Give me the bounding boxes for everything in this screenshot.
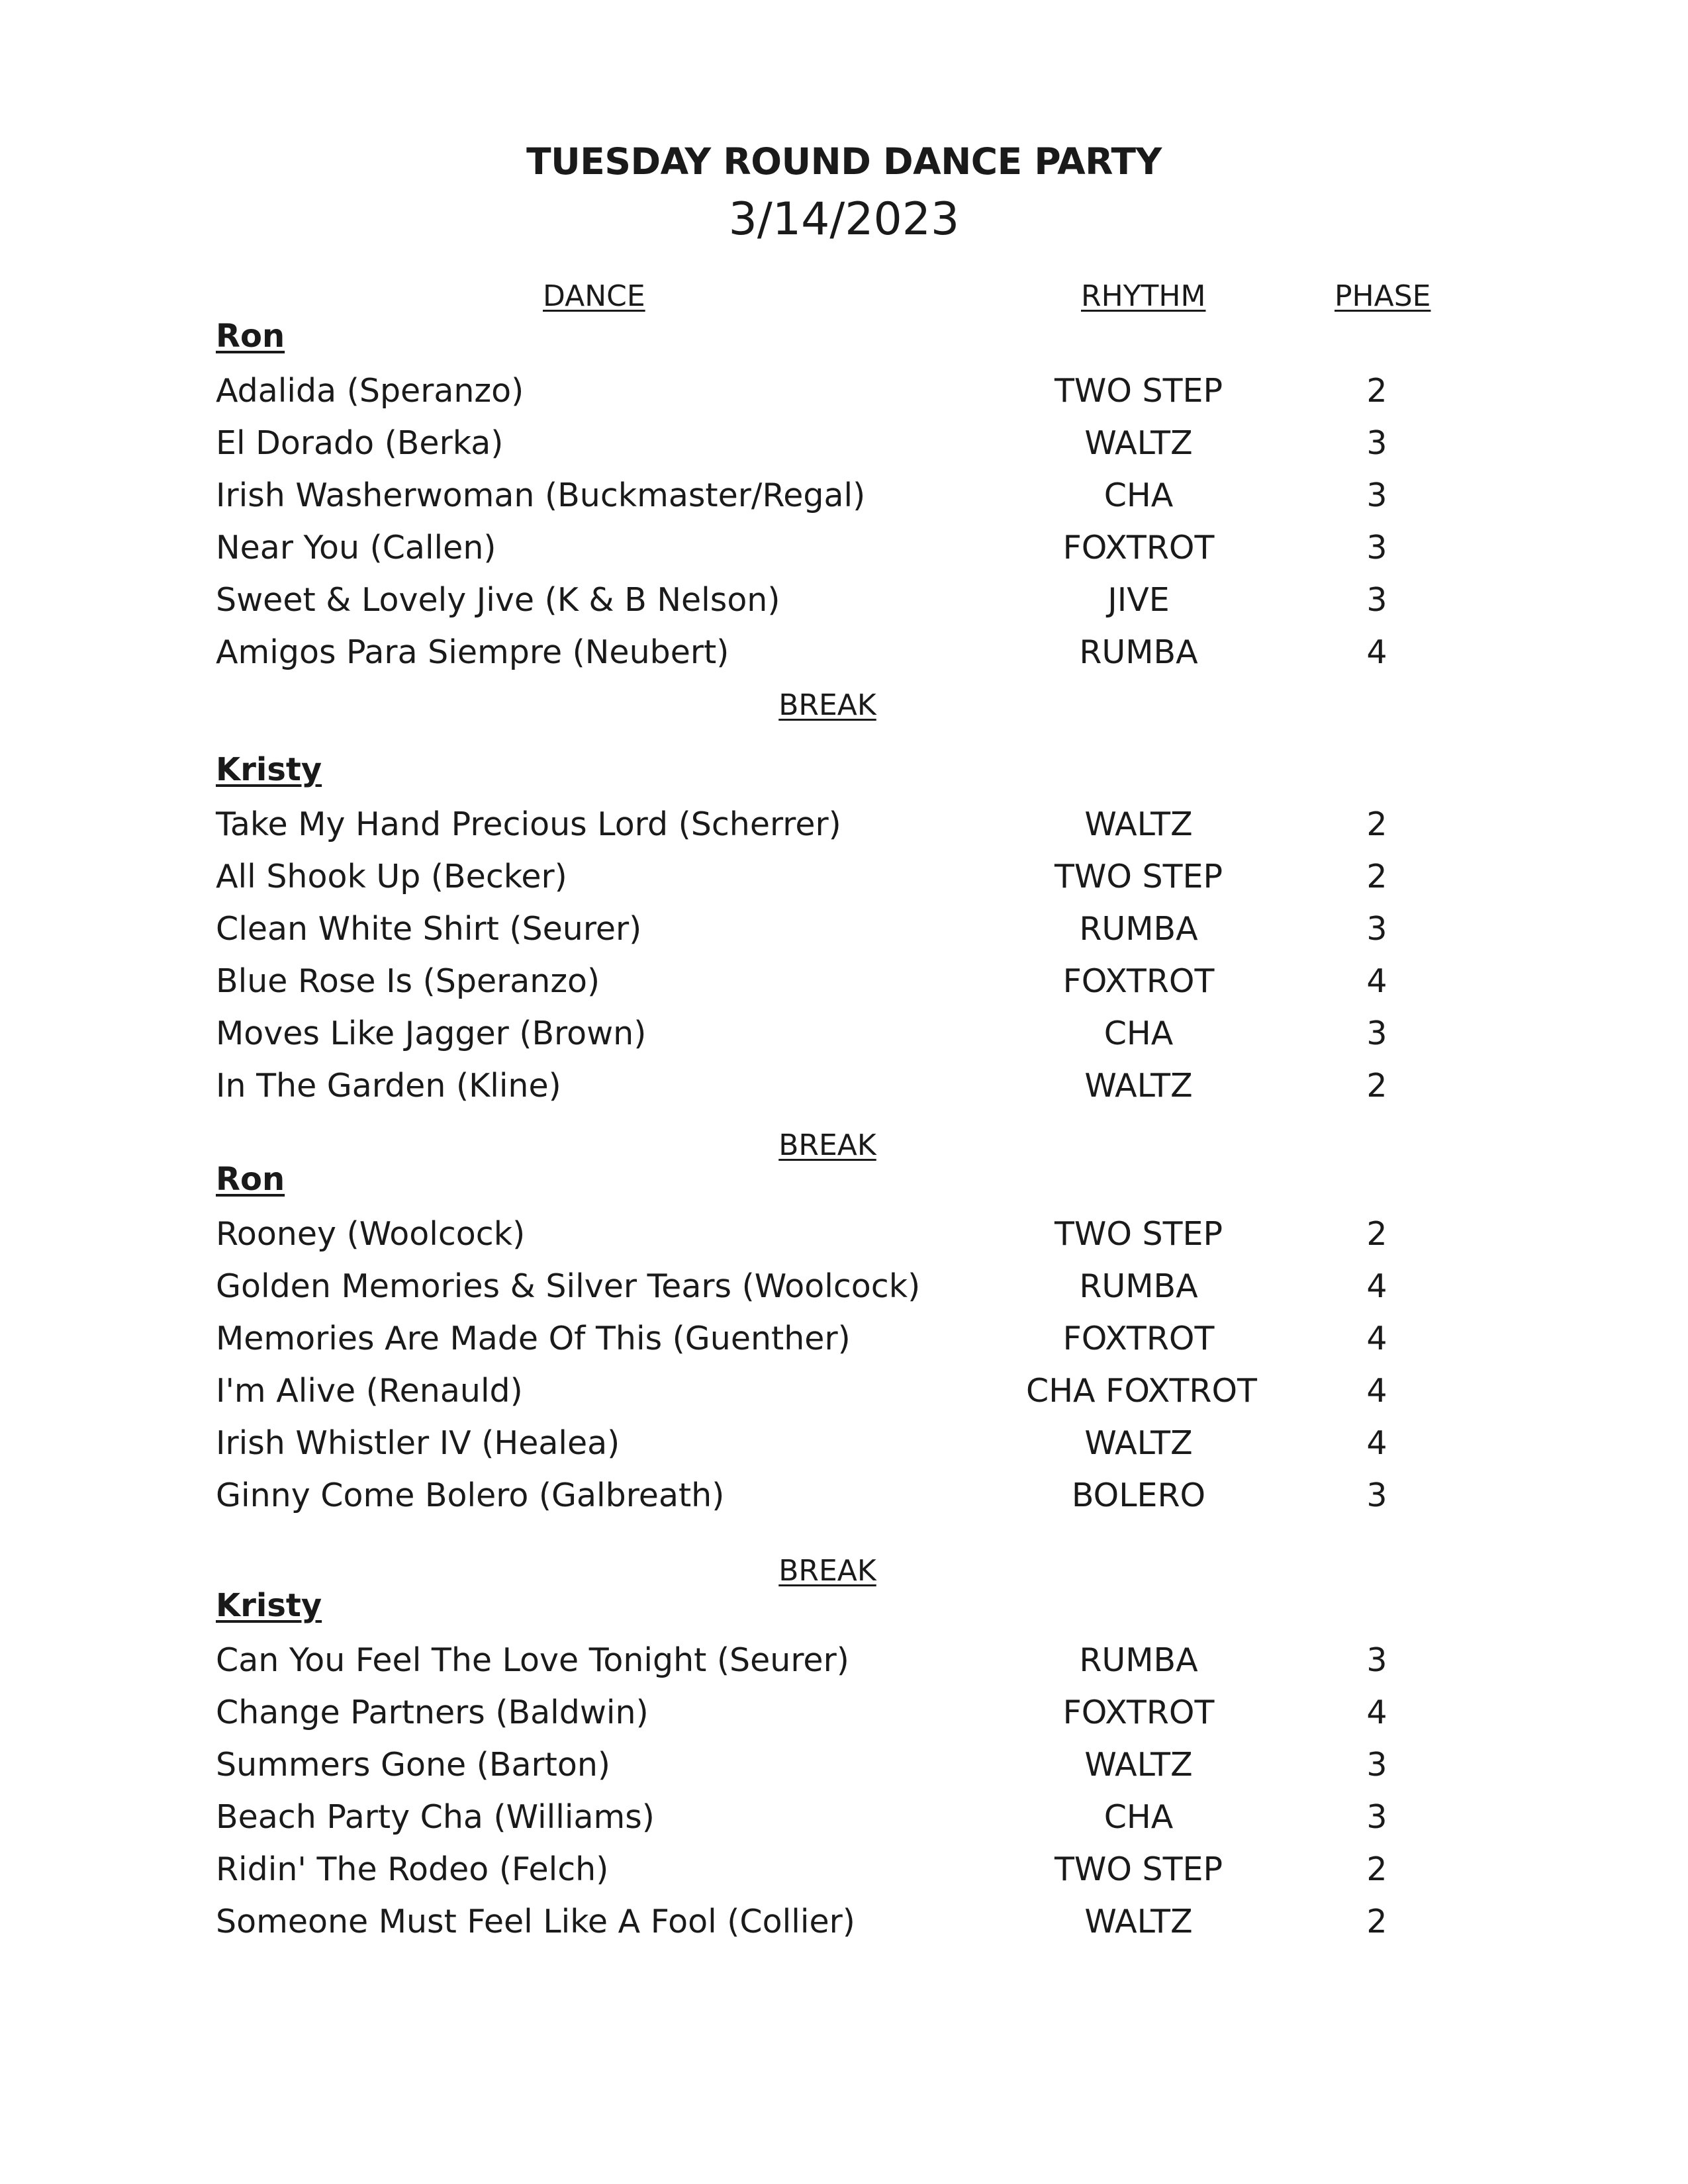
dance-phase: 3: [1366, 910, 1387, 948]
dance-name: Change Partners (Baldwin): [216, 1694, 649, 1731]
dance-rhythm: WALTZ: [1084, 1067, 1193, 1105]
dance-name: Can You Feel The Love Tonight (Seurer): [216, 1641, 849, 1679]
dance-name: Moves Like Jagger (Brown): [216, 1015, 647, 1052]
dance-phase: 2: [1366, 372, 1387, 410]
dance-rhythm: RUMBA: [1079, 1267, 1198, 1305]
dance-name: Amigos Para Siempre (Neubert): [216, 633, 729, 671]
set-host-label: Kristy: [216, 1587, 322, 1624]
column-header-dance: DANCE: [543, 279, 645, 313]
dance-row: [0, 581, 1688, 627]
dance-rhythm: TWO STEP: [1054, 372, 1223, 410]
dance-rhythm: WALTZ: [1084, 1903, 1193, 1940]
break-label: BREAK: [778, 1128, 876, 1162]
dance-rhythm: CHA: [1103, 1798, 1174, 1836]
dance-name: Rooney (Woolcock): [216, 1215, 526, 1253]
dance-row: [0, 1641, 1688, 1688]
break-label: BREAK: [778, 688, 876, 722]
dance-name: Someone Must Feel Like A Fool (Collier): [216, 1903, 855, 1940]
dance-row: [0, 1798, 1688, 1844]
dance-name: In The Garden (Kline): [216, 1067, 561, 1105]
dance-rhythm: WALTZ: [1084, 1424, 1193, 1462]
dance-name: I'm Alive (Renauld): [216, 1372, 523, 1410]
dance-name: Memories Are Made Of This (Guenther): [216, 1320, 851, 1357]
dance-rhythm: TWO STEP: [1054, 1850, 1223, 1888]
dance-name: Blue Rose Is (Speranzo): [216, 962, 600, 1000]
dance-name: Take My Hand Precious Lord (Scherrer): [216, 805, 841, 843]
set-host-label: Kristy: [216, 751, 322, 788]
column-header-rhythm: RHYTHM: [1081, 279, 1206, 313]
dance-rhythm: FOXTROT: [1062, 1320, 1215, 1357]
dance-row: [0, 1320, 1688, 1366]
dance-rhythm: CHA: [1103, 477, 1174, 514]
dance-row: [0, 962, 1688, 1009]
dance-phase: 3: [1366, 1015, 1387, 1052]
dance-name: Near You (Callen): [216, 529, 496, 567]
dance-row: [0, 1903, 1688, 1949]
dance-row: [0, 805, 1688, 852]
dance-phase: 4: [1366, 633, 1387, 671]
dance-phase: 3: [1366, 1798, 1387, 1836]
set-host-label: Ron: [216, 1161, 285, 1198]
set-host-label: Ron: [216, 318, 285, 355]
dance-rhythm: TWO STEP: [1054, 1215, 1223, 1253]
dance-name: Irish Whistler IV (Healea): [216, 1424, 620, 1462]
dance-rhythm: RUMBA: [1079, 910, 1198, 948]
dance-row: [0, 1477, 1688, 1523]
dance-rhythm: FOXTROT: [1062, 1694, 1215, 1731]
dance-rhythm: BOLERO: [1071, 1477, 1206, 1514]
dance-phase: 4: [1366, 1424, 1387, 1462]
dance-row: [0, 858, 1688, 904]
dance-rhythm: RUMBA: [1079, 633, 1198, 671]
dance-name: Clean White Shirt (Seurer): [216, 910, 642, 948]
dance-rhythm: WALTZ: [1084, 805, 1193, 843]
dance-row: [0, 1067, 1688, 1113]
dance-rhythm: CHA FOXTROT: [1026, 1372, 1257, 1410]
dance-phase: 2: [1366, 1850, 1387, 1888]
dance-phase: 2: [1366, 858, 1387, 895]
dance-rhythm: WALTZ: [1084, 424, 1193, 462]
dance-phase: 3: [1366, 1641, 1387, 1679]
dance-rhythm: CHA: [1103, 1015, 1174, 1052]
dance-name: Ridin' The Rodeo (Felch): [216, 1850, 609, 1888]
dance-rhythm: FOXTROT: [1062, 962, 1215, 1000]
dance-phase: 4: [1366, 1694, 1387, 1731]
dance-row: [0, 1694, 1688, 1740]
dance-name: Golden Memories & Silver Tears (Woolcock): [216, 1267, 921, 1305]
dance-row: [0, 633, 1688, 680]
dance-row: [0, 1015, 1688, 1061]
dance-phase: 3: [1366, 529, 1387, 567]
column-header-phase: PHASE: [1335, 279, 1431, 313]
dance-name: All Shook Up (Becker): [216, 858, 567, 895]
dance-phase: 2: [1366, 1215, 1387, 1253]
break-label: BREAK: [778, 1554, 876, 1588]
dance-row: [0, 529, 1688, 575]
dance-name: Ginny Come Bolero (Galbreath): [216, 1477, 725, 1514]
dance-row: [0, 424, 1688, 471]
dance-row: [0, 1746, 1688, 1792]
dance-phase: 3: [1366, 581, 1387, 619]
dance-name: Adalida (Speranzo): [216, 372, 524, 410]
page-date: 3/14/2023: [728, 193, 960, 246]
dance-name: Sweet & Lovely Jive (K & B Nelson): [216, 581, 780, 619]
dance-row: [0, 1215, 1688, 1261]
dance-phase: 3: [1366, 424, 1387, 462]
dance-phase: 4: [1366, 1267, 1387, 1305]
dance-row: [0, 1424, 1688, 1471]
dance-phase: 3: [1366, 1477, 1387, 1514]
dance-row: [0, 477, 1688, 523]
dance-phase: 3: [1366, 1746, 1387, 1784]
dance-rhythm: JIVE: [1107, 581, 1170, 619]
dance-rhythm: RUMBA: [1079, 1641, 1198, 1679]
dance-name: El Dorado (Berka): [216, 424, 504, 462]
dance-row: [0, 1267, 1688, 1314]
dance-rhythm: TWO STEP: [1054, 858, 1223, 895]
dance-phase: 4: [1366, 962, 1387, 1000]
dance-phase: 2: [1366, 805, 1387, 843]
dance-phase: 2: [1366, 1903, 1387, 1940]
dance-rhythm: FOXTROT: [1062, 529, 1215, 567]
dance-rhythm: WALTZ: [1084, 1746, 1193, 1784]
dance-phase: 3: [1366, 477, 1387, 514]
dance-phase: 4: [1366, 1372, 1387, 1410]
dance-name: Summers Gone (Barton): [216, 1746, 611, 1784]
dance-phase: 4: [1366, 1320, 1387, 1357]
dance-row: [0, 372, 1688, 418]
dance-row: [0, 1372, 1688, 1418]
dance-phase: 2: [1366, 1067, 1387, 1105]
dance-row: [0, 910, 1688, 956]
dance-row: [0, 1850, 1688, 1897]
dance-name: Beach Party Cha (Williams): [216, 1798, 655, 1836]
page-title: TUESDAY ROUND DANCE PARTY: [526, 140, 1162, 183]
dance-name: Irish Washerwoman (Buckmaster/Regal): [216, 477, 866, 514]
